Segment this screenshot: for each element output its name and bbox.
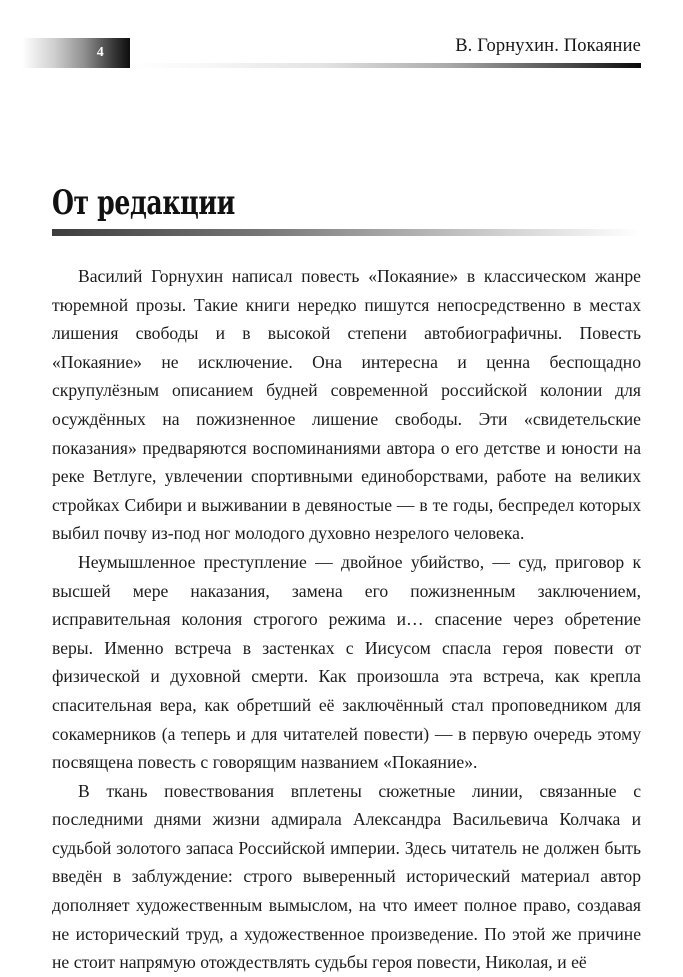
folio-gradient-box — [22, 38, 130, 68]
paragraph: Неумышленное преступление — двойное убийство, — суд, приговор к высшей мере наказания, замена его пожизненным заключением, исправительная колония строгого режима и… спасение через обретение веры. Именно встреча в застенках с Иисусом спасла героя повести от физической и духовной смерти. Как произошла эта встреча, как крепла спасительная вера, как обретший её заключённый стал проповедником для сокамерников (а теперь и для читателей повести) — в первую очередь этому посвящена повесть с говорящим названием «Покаяние». — [52, 551, 641, 773]
article-body — [52, 262, 641, 977]
page-title: От редакции — [52, 183, 235, 223]
running-head-title: В. Горнухин. Покаяние — [455, 36, 641, 56]
page-number: 4 — [96, 45, 104, 60]
section-header — [52, 183, 641, 236]
running-head-rule — [130, 63, 641, 68]
section-divider-rule — [52, 229, 641, 236]
running-header — [0, 0, 683, 92]
paragraph: Василий Горнухин написал повесть «Покаяние» в классическом жанре тюремной прозы. Такие книги нередко пишутся непосредственно в местах лишения свободы и в высокой степени автобиографичны. Повесть «Покаяние» не исключение. Она интересна и ценна беспощадно скрупулёзным описанием будней современной российской колонии для осуждённых на пожизненное лишение свободы. Эти «свидетельские показания» предваряются воспоминаниями автора о его детстве и юности на реке Ветлуге, увлечении спортивными единоборствами, работе на великих стройках Сибири и выживании в девяностые — в те годы, беспредел которых выбил почву из-под ног молодого духовно незрелого человека. — [52, 266, 641, 544]
paragraph: В ткань повествования вплетены сюжетные линии, связанные с последними днями жизни адмирала Александра Васильевича Колчака и судьбой золотого запаса Российской империи. Здесь читатель не должен быть введён в заблуждение: строго выверенный исторический материал автор дополняет художественным вымыслом, на что имеет полное право, создавая не исторический труд, а художественное произведение. По этой же причине не стоит напрямую отождествлять судьбы героя повести, Николая, и её — [52, 780, 641, 973]
